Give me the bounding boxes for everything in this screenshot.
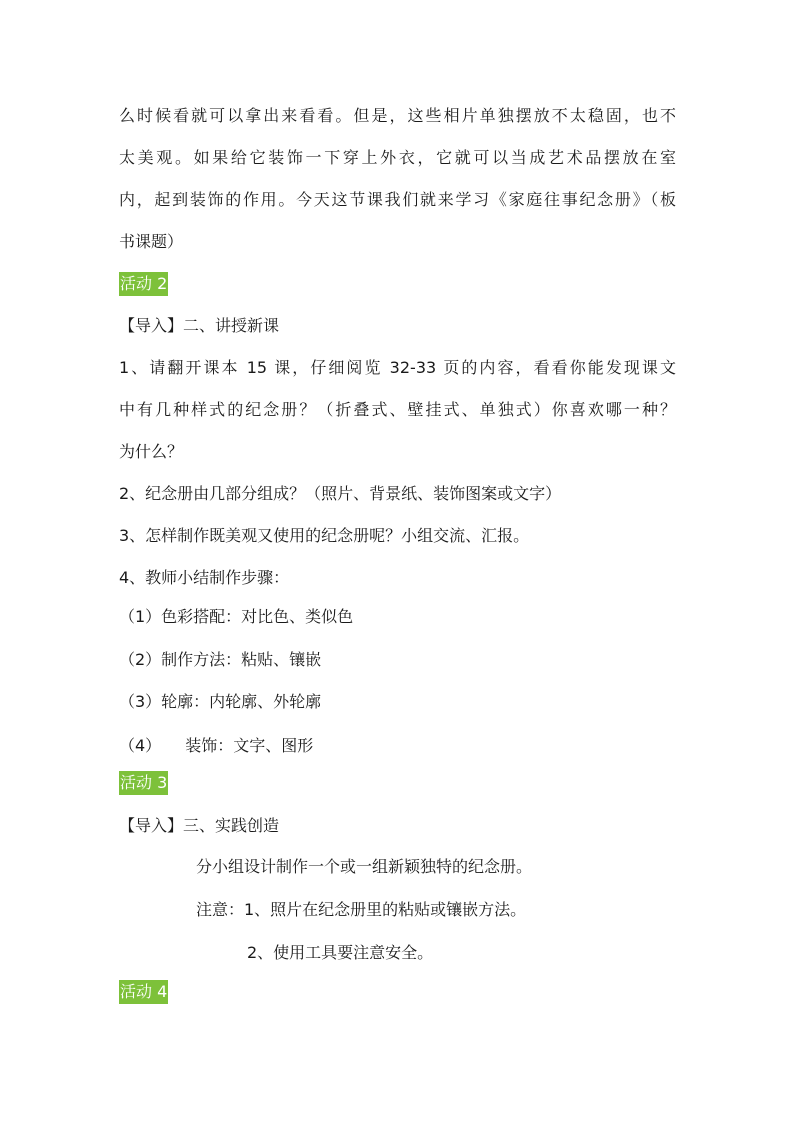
intro-line-2: 太美观。如果给它装饰一下穿上外衣，它就可以当成艺术品摆放在室 [119,148,676,167]
step-4 [119,734,313,758]
activity-2-tag: 活动 2 [119,272,168,296]
question-1-line-3: 为什么？ [119,442,184,461]
intro-line-4: 书课题） [119,232,184,251]
intro-line-3: 内，起到装饰的作用。今天这节课我们就来学习《家庭往事纪念册》（板 [119,190,676,209]
question-1-line-2: 中有几种样式的纪念册？（折叠式、壁挂式、单独式）你喜欢哪一种？ [119,400,676,419]
note-2: 2、使用工具要注意安全。 [247,943,434,962]
question-2: 2、纪念册由几部分组成？（照片、背景纸、装饰图案或文字） [119,484,562,503]
activity-4-tag: 活动 4 [119,980,168,1004]
note-1: 注意：1、照片在纪念册里的粘贴或镶嵌方法。 [196,900,527,919]
practice-task: 分小组设计制作一个或一组新颖独特的纪念册。 [196,857,533,876]
intro-line-1: 么时候看就可以拿出来看看。但是，这些相片单独摆放不太稳固，也不 [119,106,676,125]
activity-3-heading: 【导入】三、实践创造 [119,816,280,835]
step-3: （3）轮廓：内轮廓、外轮廓 [119,692,322,711]
step-4-text: 装饰：文字、图形 [185,736,314,755]
step-1: （1）色彩搭配：对比色、类似色 [119,607,354,626]
question-3: 3、怎样制作既美观又使用的纪念册呢？小组交流、汇报。 [119,526,530,545]
question-4: 4、教师小结制作步骤： [119,568,290,587]
activity-3-tag: 活动 3 [119,771,168,795]
question-1-line-1: 1、请翻开课本 15 课，仔细阅览 32-33 页的内容，看看你能发现课文 [119,358,676,377]
step-4-number: （4） [119,736,162,755]
activity-2-heading: 【导入】二、讲授新课 [119,316,280,335]
step-2: （2）制作方法：粘贴、镶嵌 [119,650,322,669]
